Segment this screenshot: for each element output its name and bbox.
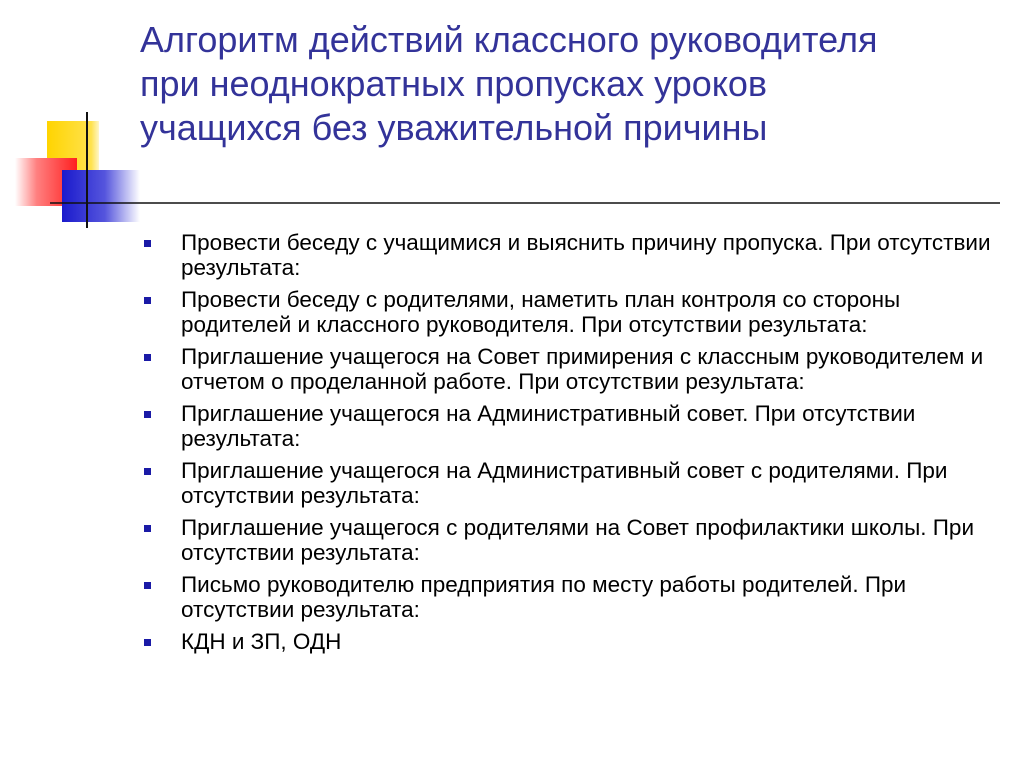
square-bullet-icon [144, 240, 151, 247]
square-bullet-icon [144, 582, 151, 589]
title-line: учащихся без уважительной причины [140, 107, 768, 148]
title-line: Алгоритм действий классного руководителя [140, 19, 878, 60]
square-bullet-icon [144, 297, 151, 304]
list-item [140, 401, 1010, 451]
bullet-list [140, 230, 1010, 661]
list-item [140, 287, 1010, 337]
square-bullet-icon [144, 354, 151, 361]
list-item-text: Приглашение учащегося с родителями на Совет профилактики школы. При отсутствии результата: [181, 515, 975, 565]
list-item-text: КДН и ЗП, ОДН [181, 629, 342, 654]
blue-square [62, 170, 140, 222]
list-item [140, 515, 1010, 565]
list-item-text: Приглашение учащегося на Совет примирения с классным руководителем и отчетом о проделанной работе. При отсутствии результата: [181, 344, 984, 394]
list-item [140, 344, 1010, 394]
list-item-text: Приглашение учащегося на Административный совет. При отсутствии результата: [181, 401, 916, 451]
list-item-text: Провести беседу с учащимися и выяснить причину пропуска. При отсутствии результата: [181, 230, 991, 280]
square-bullet-icon [144, 468, 151, 475]
list-item [140, 230, 1010, 280]
slide-title [140, 18, 1000, 150]
square-bullet-icon [144, 411, 151, 418]
title-line: при неоднократных пропусках уроков [140, 63, 768, 104]
square-bullet-icon [144, 639, 151, 646]
list-item-text: Письмо руководителю предприятия по месту работы родителей. При отсутствии результата: [181, 572, 907, 622]
list-item [140, 629, 1010, 654]
list-item [140, 458, 1010, 508]
list-item-text: Провести беседу с родителями, наметить план контроля со стороны родителей и классного руководителя. При отсутствии результата: [181, 287, 901, 337]
list-item-text: Приглашение учащегося на Административный совет с родителями. При отсутствии результата: [181, 458, 948, 508]
square-bullet-icon [144, 525, 151, 532]
list-item [140, 572, 1010, 622]
